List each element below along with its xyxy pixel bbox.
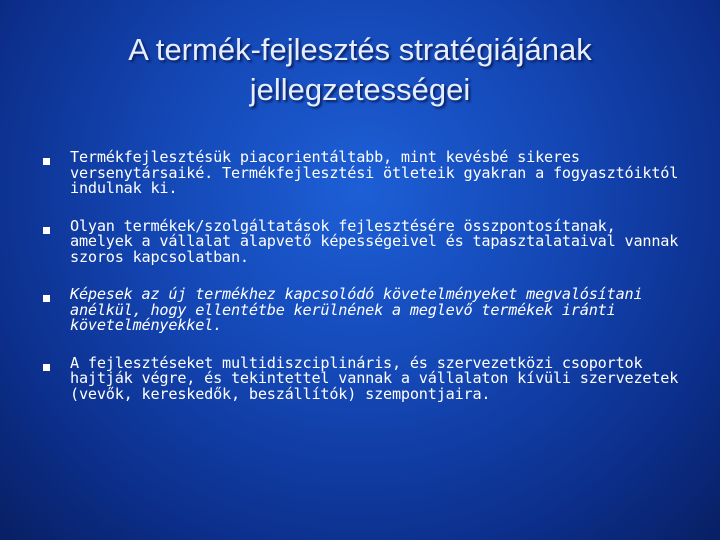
slide-title: A termék-fejlesztés stratégiájának jellegzetességei <box>128 32 592 107</box>
bullet-text-3: Képesek az új termékhez kapcsolódó követelményeket megvalósítani anélkül, hogy ellentétbe kerülnének a meglevő termékek iránti követelményekkel. <box>70 285 643 334</box>
bullet-text-2: Olyan termékek/szolgáltatások fejlesztésére összpontosítanak, amelyek a vállalat alapvető képességeivel és tapasztalataival vannak szoros kapcsolatban. <box>70 216 679 266</box>
bullet-list <box>40 150 680 424</box>
bullet-item-1 <box>40 150 680 197</box>
square-bullet-icon <box>43 364 50 371</box>
square-bullet-icon <box>43 158 50 165</box>
bullet-item-3 <box>40 287 680 334</box>
bullet-text-4: A fejlesztéseket multidiszciplináris, és szervezetközi csoportok hajtják végre, és tekintettel vannak a vállalaton kívüli szervezetek (vevők, kereskedők, beszállítók) szempontjaira. <box>70 353 679 403</box>
square-bullet-icon <box>43 227 50 234</box>
bullet-item-2 <box>40 216 680 266</box>
bullet-text-1: Termékfejlesztésük piacorientáltabb, mint kevésbé sikeres versenytársaiké. Termékfejlesztési ötleteik gyakran a fogyasztóiktól indulnak ki. <box>70 148 679 197</box>
bullet-item-4 <box>40 353 680 403</box>
square-bullet-icon <box>43 295 50 302</box>
